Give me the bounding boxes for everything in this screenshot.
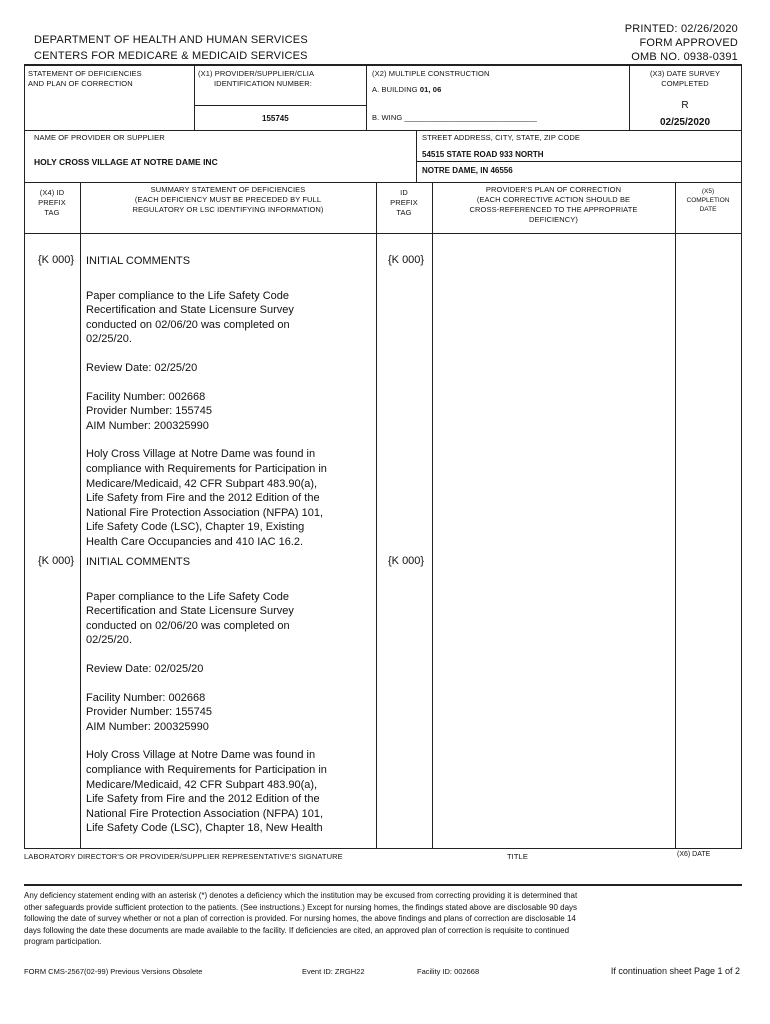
x1-label: (X1) PROVIDER/SUPPLIER/CLIA IDENTIFICATION NUMBER: <box>198 69 315 88</box>
entry-id-tag: {K 000} <box>388 254 425 266</box>
ident-divider-2 <box>366 64 367 130</box>
address-line1: 54515 STATE ROAD 933 NORTH <box>422 150 544 159</box>
wing-label: B. WING _______________________________ <box>372 113 537 122</box>
table-bottom-border <box>24 848 742 849</box>
provider-name: HOLY CROSS VILLAGE AT NOTRE DAME INC <box>34 157 218 167</box>
entry-text <box>86 555 374 836</box>
entry-heading: INITIAL COMMENTS <box>86 255 191 267</box>
building-row: A. BUILDING 01, 06 <box>372 85 442 94</box>
entry-paragraph: Paper compliance to the Life Safety Code Recertification and State Licensure Survey conducted on 02/06/20 was completed on 02/25/20. <box>86 289 294 346</box>
x4-header: (X4) ID PREFIX TAG <box>38 188 66 217</box>
provider-name-label: NAME OF PROVIDER OR SUPPLIER <box>34 133 165 142</box>
col-divider-id <box>432 182 433 848</box>
entry-paragraph: Holy Cross Village at Notre Dame was found in compliance with Requirements for Participation in Medicare/Medicaid, 42 CFR Subpart 483.90(a), Life Safety from Fire and the 2012 Edition of the National Fire Protection Association (NFPA) 101, Life Safety Code (LSC), Chapter 18, New Health <box>86 749 327 835</box>
signature-label: LABORATORY DIRECTOR'S OR PROVIDER/SUPPLIER REPRESENTATIVE'S SIGNATURE <box>24 852 343 861</box>
plan-header: PROVIDER'S PLAN OF CORRECTION (EACH CORRECTIVE ACTION SHOULD BE CROSS-REFERENCED TO THE APPROPRIATE DEFICIENCY) <box>469 185 638 224</box>
x3-label: (X3) DATE SURVEY COMPLETED <box>649 69 721 88</box>
entry-paragraph: Paper compliance to the Life Safety Code Recertification and State Licensure Survey conducted on 02/06/20 was completed on 02/25/20. <box>86 590 294 647</box>
entry-paragraph: Holy Cross Village at Notre Dame was found in compliance with Requirements for Participation in Medicare/Medicaid, 42 CFR Subpart 483.90(a), Life Safety from Fire and the 2012 Edition of the National Fire Protection Association (NFPA) 101, Life Safety Code (LSC), Chapter 19, Existing Health Care Occupancies and 410 IAC 16.2. <box>86 448 327 548</box>
x6-date-label: (X6) DATE <box>677 851 711 858</box>
entry-paragraph: Facility Number: 002668 Provider Number: 155745 AIM Number: 200325990 <box>86 390 212 432</box>
entry-paragraph: Review Date: 02/25/20 <box>86 361 198 374</box>
provider-number: 155745 <box>262 114 289 123</box>
disclaimer-text: Any deficiency statement ending with an asterisk (*) denotes a deficiency which the institution may be excused from correcting providing it is determined that other safeguards provide sufficient protection to the patients. (See instructions.) Except for nursing homes, the findings stated above are disclosable 90 days following the date of survey whether or not a plan of correction is provided. For nursing homes, the above findings and plans of correction are disclosable 14 days following the date these documents are made available to the facility. If deficiencies are cited, an approved plan of correction is requisite to continued program participation. <box>24 891 578 946</box>
address-line2: NOTRE DAME, IN 46556 <box>422 166 513 175</box>
agency-title: CENTERS FOR MEDICARE & MEDICAID SERVICES <box>34 50 308 62</box>
entry-prefix-tag: {K 000} <box>38 254 75 266</box>
entry-paragraph: Review Date: 02/025/20 <box>86 662 204 675</box>
column-header-bottom-border <box>24 233 742 234</box>
survey-date: 02/25/2020 <box>659 117 711 128</box>
col-divider-summary <box>376 182 377 848</box>
table-left-border <box>24 64 25 848</box>
table-right-border <box>741 64 742 848</box>
ident-divider-1 <box>194 64 195 130</box>
entry-text <box>86 254 374 550</box>
facility-id: Facility ID: 002668 <box>417 967 480 976</box>
provider-bottom-border <box>24 182 742 183</box>
address-inner-line <box>416 161 741 162</box>
omb-number: OMB NO. 0938-0391 <box>631 51 738 63</box>
col-divider-x4 <box>80 182 81 848</box>
statement-label: STATEMENT OF DEFICIENCIES AND PLAN OF CORRECTION <box>28 69 142 88</box>
x5-header: (X5) COMPLETION DATE <box>686 188 730 213</box>
signature-bottom-border <box>24 884 742 886</box>
department-title: DEPARTMENT OF HEALTH AND HUMAN SERVICES <box>34 34 308 46</box>
continuation-page: If continuation sheet Page 1 of 2 <box>610 966 740 976</box>
form-number: FORM CMS-2567(02-99) Previous Versions Obsolete <box>24 967 203 976</box>
form-approved: FORM APPROVED <box>639 37 738 49</box>
address-label: STREET ADDRESS, CITY, STATE, ZIP CODE <box>422 133 581 142</box>
x2-label: (X2) MULTIPLE CONSTRUCTION <box>372 69 490 78</box>
event-id: Event ID: ZRGH22 <box>302 967 365 976</box>
building-value: 01, 06 <box>419 85 442 94</box>
printed-date: PRINTED: 02/26/2020 <box>624 23 738 35</box>
provider-divider <box>416 130 417 182</box>
entry-id-tag: {K 000} <box>388 555 425 567</box>
table-top-border <box>24 64 742 66</box>
entry-paragraph: Facility Number: 002668 Provider Number: 155745 AIM Number: 200325990 <box>86 691 212 733</box>
col-divider-plan <box>675 182 676 848</box>
ident-inner-line <box>194 105 366 106</box>
id-header: ID PREFIX TAG <box>390 188 418 217</box>
ident-bottom-border <box>24 130 742 131</box>
entry-prefix-tag: {K 000} <box>38 555 75 567</box>
summary-header: SUMMARY STATEMENT OF DEFICIENCIES (EACH DEFICIENCY MUST BE PRECEDED BY FULL REGULATORY OR LSC IDENTIFYING INFORMATION) <box>132 185 324 214</box>
entry-heading: INITIAL COMMENTS <box>86 556 191 568</box>
x3-r: R <box>681 100 689 111</box>
title-label: TITLE <box>507 852 528 861</box>
